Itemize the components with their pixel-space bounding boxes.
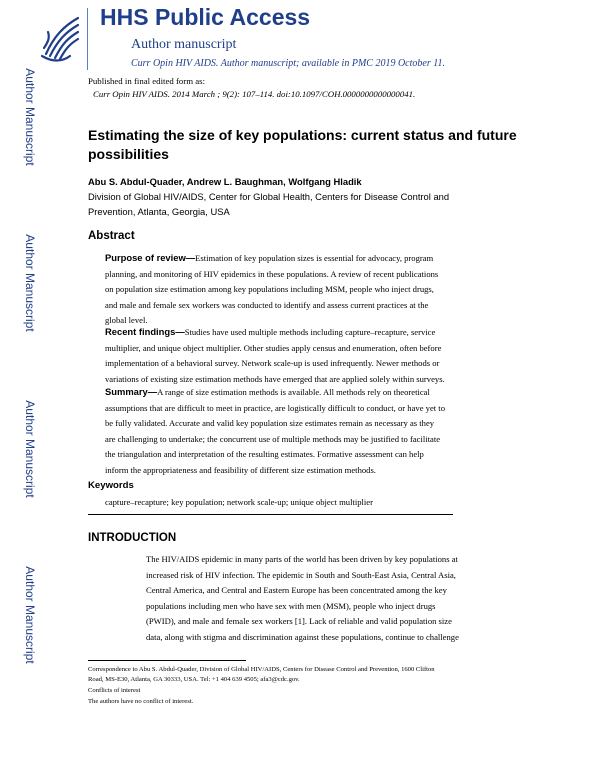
intro-line: (PWID), and male and female sex workers [1]. Lack of reliable and valid population size: [146, 616, 452, 627]
abstract-line: assumptions that are difficult to meet in practice, are logistically difficult to conduct, or have yet to: [105, 402, 445, 413]
header-subtitle: Author manuscript: [131, 37, 237, 52]
correspondence-line1: Correspondence to Abu S. Abdul-Quader, Division of Global HIV/AIDS, Centers for Disease Control and Prevention, 1600 Clifton: [88, 666, 435, 673]
conflicts-text: The authors have no conflict of interest.: [88, 698, 194, 705]
abstract-line: on population size estimation among key populations including MSM, people who inject drugs,: [105, 284, 434, 295]
intro-line: The HIV/AIDS epidemic in many parts of the world has been driven by key populations at: [146, 554, 458, 564]
hhs-eagle-icon: [38, 12, 82, 66]
article-title-line2: possibilities: [88, 146, 169, 162]
abstract-line: multiplier, and unique object multiplier. Other studies apply census and enumeration, often before: [105, 342, 442, 353]
abstract-line: implementation of a behavioral survey. Network scale-up is used infrequently. Newer methods or: [105, 358, 440, 369]
purpose-label: Purpose of review—: [105, 252, 196, 263]
margin-label-author-manuscript: Author Manuscript: [23, 68, 37, 166]
author-list: Abu S. Abdul-Quader, Andrew L. Baughman, Wolfgang Hladik: [88, 176, 362, 187]
citation-line: Curr Opin HIV AIDS. 2014 March ; 9(2): 107–114. doi:10.1097/COH.0000000000000041.: [93, 89, 416, 99]
article-title-line1: Estimating the size of key populations: current status and future: [88, 127, 517, 143]
intro-line: increased risk of HIV infection. The epidemic in South and South-East Asia, Central Asia,: [146, 569, 456, 580]
journal-availability-line: Curr Opin HIV AIDS. Author manuscript; available in PMC 2019 October 11.: [131, 58, 445, 69]
abstract-line: Studies have used multiple methods including capture–recapture, service: [184, 327, 436, 337]
findings-label: Recent findings—: [105, 326, 185, 337]
footnote-rule: [88, 660, 246, 661]
conflicts-label: Conflicts of interest: [88, 687, 141, 694]
correspondence-line2: Road, MS-E30, Atlanta, GA 30333, USA. Tel: +1 404 639 4505; afa3@cdc.gov.: [88, 676, 300, 683]
introduction-heading: INTRODUCTION: [88, 532, 177, 544]
affiliation-line2: Prevention, Atlanta, Georgia, USA: [88, 206, 230, 217]
abstract-line: planning, and monitoring of HIV epidemics in these populations. A review of recent publications: [105, 268, 439, 279]
abstract-line: be fully validated. Accurate and valid key population size estimates remain as necessary as they: [105, 418, 435, 429]
introduction-paragraph: [146, 552, 506, 646]
keywords-heading: Keywords: [88, 480, 134, 491]
intro-line: Central America, and Central and Eastern Europe has been concentrated among the key: [146, 585, 447, 596]
affiliation-line1: Division of Global HIV/AIDS, Center for Global Health, Centers for Disease Control and: [88, 191, 450, 202]
margin-label-author-manuscript: Author Manuscript: [23, 400, 37, 498]
header-title: HHS Public Access: [100, 4, 311, 30]
abstract-line: variations of existing size estimation methods have emerged that are applied solely within surveys.: [105, 373, 445, 384]
abstract-line: the triangulation and interpretation of the resulting estimates. Formative assessment can help: [105, 449, 424, 460]
published-label: Published in final edited form as:: [88, 76, 206, 86]
abstract-line: inform the appropriateness and feasibility of different size estimation methods.: [105, 464, 376, 475]
abstract-heading: Abstract: [88, 230, 135, 242]
abstract-line: and male and female sex workers was conducted to identify and assess current practices at the: [105, 299, 429, 310]
intro-line: populations including men who have sex with men (MSM), people who inject drugs: [146, 600, 436, 611]
keywords-rule: [88, 514, 453, 515]
abstract-findings: [105, 324, 505, 387]
abstract-line: Estimation of key population sizes is essential for advocacy, program: [195, 253, 434, 263]
abstract-line: A range of size estimation methods is available. All methods rely on theoretical: [157, 387, 430, 397]
intro-line: data, along with stigma and discrimination against these populations, continue to challenge: [146, 631, 459, 642]
abstract-line: are challenging to undertake; the concurrent use of multiple methods may be justified to facilitate: [105, 433, 441, 444]
abstract-purpose: [105, 250, 505, 329]
abstract-line: global level.: [105, 315, 148, 326]
header-divider: [87, 8, 88, 70]
hhs-logo: [38, 12, 82, 66]
margin-label-author-manuscript: Author Manuscript: [23, 566, 37, 664]
abstract-summary: [105, 384, 505, 479]
keywords-text: capture–recapture; key population; network scale-up; unique object multiplier: [105, 497, 373, 507]
margin-label-author-manuscript: Author Manuscript: [23, 234, 37, 332]
summary-label: Summary—: [105, 386, 158, 397]
